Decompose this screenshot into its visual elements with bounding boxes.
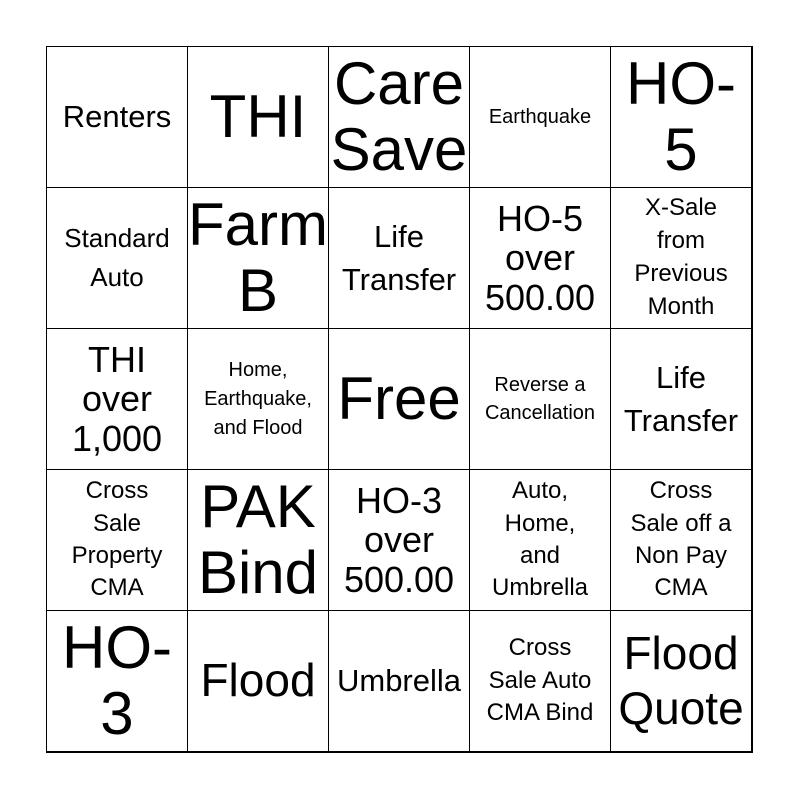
bingo-cell-r4c2[interactable] (187, 469, 329, 611)
cell-label: Standard Auto (64, 223, 170, 292)
bingo-cell-r3c5[interactable] (610, 328, 752, 470)
bingo-cell-r5c4[interactable] (469, 610, 611, 752)
cell-label: THI over 1,000 (71, 338, 163, 459)
bingo-cell-r1c5[interactable] (610, 46, 752, 188)
bingo-cell-r3c2[interactable] (187, 328, 329, 470)
cell-label: Farm B (188, 191, 328, 324)
bingo-cell-r2c5[interactable] (610, 187, 752, 329)
bingo-cell-r5c3[interactable] (328, 610, 470, 752)
cell-label: Care Save (330, 50, 468, 183)
cell-label: Flood Quote (618, 626, 744, 734)
cell-label: Umbrella (336, 663, 462, 699)
cell-label: Flood (200, 654, 316, 707)
bingo-cell-r4c5[interactable] (610, 469, 752, 611)
cell-label: HO- 3 (62, 614, 172, 747)
cell-label: HO-3 over 500.00 (343, 479, 455, 600)
cell-label: HO-5 over 500.00 (484, 197, 596, 318)
bingo-board (46, 46, 753, 753)
cell-label: THI (209, 83, 307, 150)
bingo-cell-r4c4[interactable] (469, 469, 611, 611)
cell-label: Renters (62, 99, 172, 135)
bingo-cell-r4c3[interactable] (328, 469, 470, 611)
cell-label: Auto, Home, and Umbrella (491, 477, 589, 602)
cell-label: Cross Sale Property CMA (71, 477, 163, 602)
bingo-cell-r3c3[interactable] (328, 328, 470, 470)
bingo-cell-r2c3[interactable] (328, 187, 470, 329)
bingo-cell-r3c1[interactable] (46, 328, 188, 470)
cell-label: Home, Earthquake, and Flood (204, 358, 312, 439)
bingo-cell-r2c2[interactable] (187, 187, 329, 329)
cell-label: Cross Sale off a Non Pay CMA (630, 477, 732, 602)
bingo-cell-r5c1[interactable] (46, 610, 188, 752)
cell-label: Life Transfer (623, 359, 739, 438)
cell-label: Life Transfer (341, 218, 457, 297)
cell-label: X-Sale from Previous Month (634, 194, 728, 320)
bingo-cell-r1c3[interactable] (328, 46, 470, 188)
bingo-cell-r2c4[interactable] (469, 187, 611, 329)
cell-label: Earthquake (488, 106, 592, 128)
bingo-cell-r4c1[interactable] (46, 469, 188, 611)
bingo-cell-r2c1[interactable] (46, 187, 188, 329)
cell-label: PAK Bind (197, 473, 319, 606)
cell-label: Free (337, 365, 461, 432)
bingo-cell-r5c2[interactable] (187, 610, 329, 752)
bingo-cell-r1c2[interactable] (187, 46, 329, 188)
bingo-cell-r1c1[interactable] (46, 46, 188, 188)
bingo-cell-r5c5[interactable] (610, 610, 752, 752)
cell-label: Reverse a Cancellation (484, 374, 596, 424)
cell-label: HO- 5 (626, 50, 736, 183)
bingo-cell-r3c4[interactable] (469, 328, 611, 470)
bingo-cell-r1c4[interactable] (469, 46, 611, 188)
cell-label: Cross Sale Auto CMA Bind (486, 634, 594, 727)
